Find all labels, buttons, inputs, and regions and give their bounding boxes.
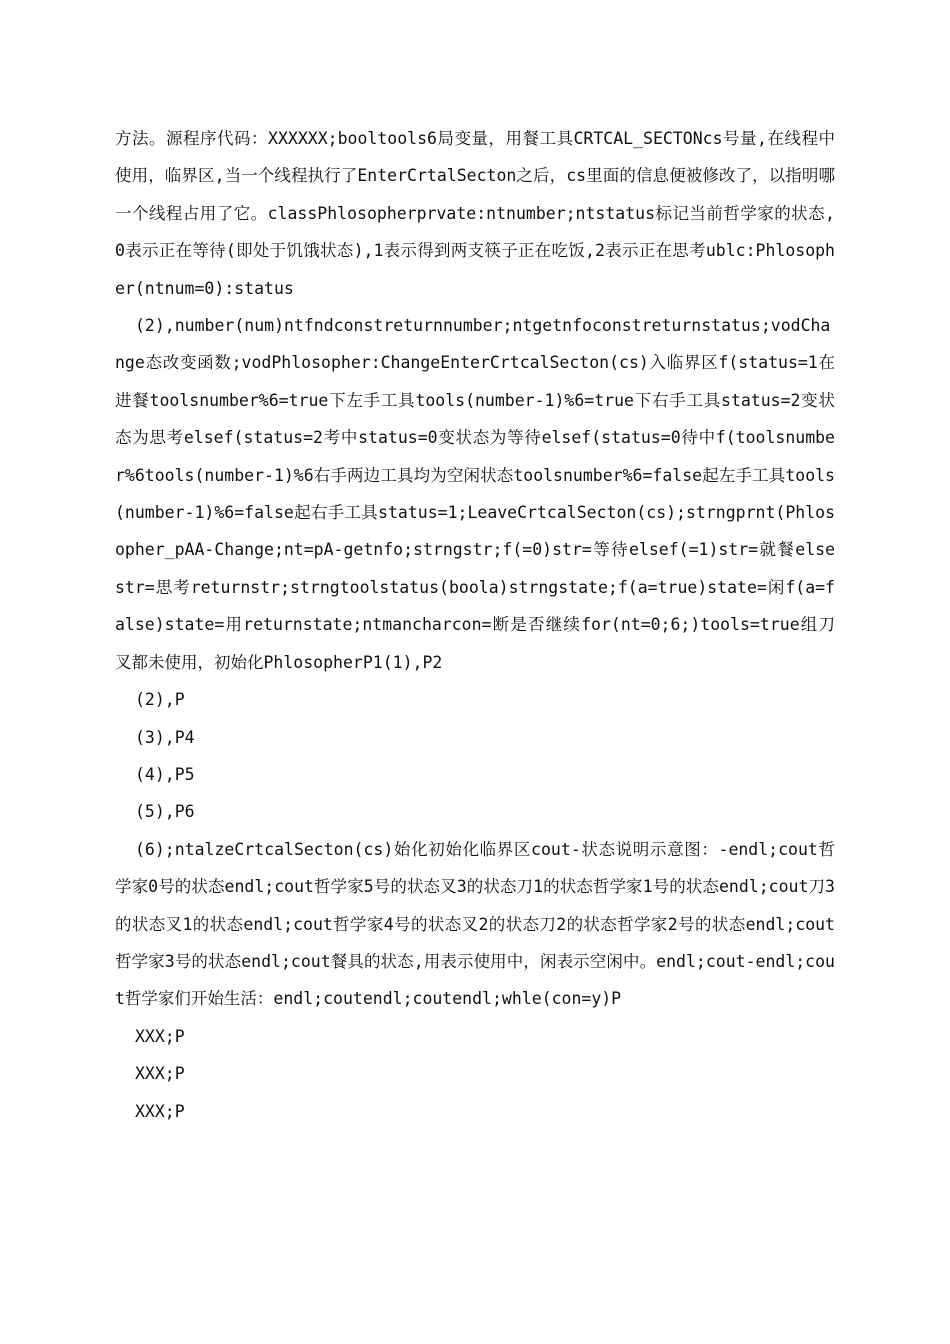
code-line-xxx-2: XXX;P — [135, 1064, 185, 1084]
paragraph-change-function: (2),number(num)ntfndconstreturnnumber;ntgetnfoconstreturnstatus;vodChange态改变函数;vodPhlosopher:ChangeEnterCrtcalSecton(cs)入临界区f(status=1在进餐toolsnumber%6=true下左手工具tools(number-1)%6=true下右手工具status=2变状态为思考elsef(status=2考中status=0变状态为等待elsef(status=0待中f(toolsnumber%6tools(number-1)%6右手两边工具均为空闲状态toolsnumber%6=false起左手工具tools(number-1)%6=false起右手工具status=1;LeaveCrtcalSecton(cs);strngprnt(Phlosopher_pAA-Change;nt=pA-getnfo;strngstr;f(=0)str=等待elsef(=1)str=就餐elsestr=思考returnstr;strngtoolstatus(boola)strngstate;f(a=true)state=闲f(a=false)state=用returnstate;ntmancharcon=断是否继续for(nt=0;6;)tools=true组刀叉都未使用，初始化PhlosopherP1(1),P2 — [115, 316, 835, 672]
code-line-xxx-3: XXX;P — [135, 1101, 185, 1121]
code-line-p6: (5),P6 — [135, 802, 195, 822]
document-body — [115, 120, 835, 1130]
paragraph-initialize-critical-section: (6);ntalzeCrtcalSecton(cs)始化初始化临界区cout-状态说明示意图：-endl;cout哲学家0号的状态endl;cout哲学家5号的状态叉3的状态刀1的状态哲学家1号的状态endl;cout刀3的状态叉1的状态endl;cout哲学家4号的状态叉2的状态刀2的状态哲学家2号的状态endl;cout哲学家3号的状态endl;cout餐具的状态,用表示使用中，闲表示空闲中。endl;cout-endl;cout哲学家们开始生活：endl;coutendl;coutendl;whle(con=y)P — [115, 839, 835, 1009]
code-line-p2: (2),P — [135, 690, 185, 710]
code-line-p5: (4),P5 — [135, 764, 195, 784]
paragraph-source-code-intro: 方法。源程序代码：XXXXXX;booltools6局变量，用餐工具CRTCAL_SECTONcs号量,在线程中使用，临界区,当一个线程执行了EnterCrtalSecton之后，cs里面的信息便被修改了，以指明哪一个线程占用了它。classPhlosopherprvate:ntnumber;ntstatus标记当前哲学家的状态,0表示正在等待(即处于饥饿状态),1表示得到两支筷子正在吃饭,2表示正在思考ublc:Phlosopher(ntnum=0):status — [115, 129, 835, 298]
code-line-p4: (3),P4 — [135, 727, 195, 747]
code-line-xxx-1: XXX;P — [135, 1026, 185, 1046]
